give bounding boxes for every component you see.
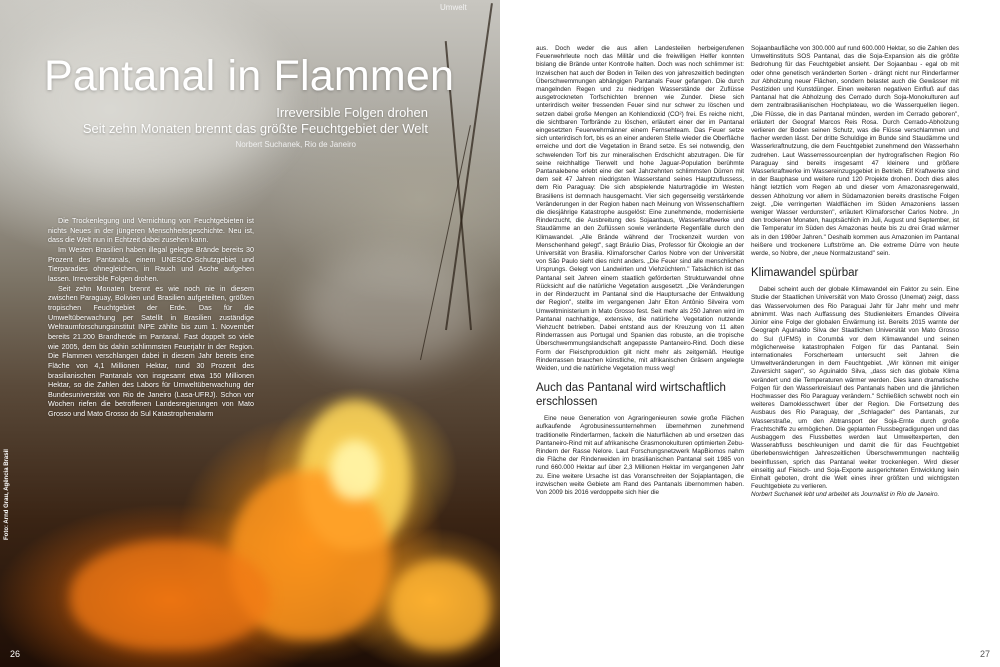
- body-paragraph: Dabei scheint auch der globale Klimawandel ein Faktor zu sein. Eine Studie der Staatlichen Universität von Mato Grosso (Unemat) zeigt, dass das Wasservolumen des Rio Paraguai Jahr für Jahr mehr und mehr abnimmt. Was nach Auffassung des Studienleiters Ernandes Oliveira Júnior eine Folge der globalen Erwärmung ist. Bereits 2015 warnte der Geograph Aguinaldo Silva der Staatlichen Universität von Mato Grosso do Sul (UFMS) in Corumbá vor dem Klimawandel und seinen möglicherweise katastrophalen Folgen für das Pantanal. Sein internationales Forscherteam untersucht seit Jahren die Umweltveränderungen in dem Feuchtgebiet. „Wir können mit einiger Zuversicht sagen", so Aguinaldo Silva, „dass sich das globale Klima verändert und die Temperaturen wärmer werden. Dies kann dramatische Folgen für den Wasserkreislauf des Pantanals haben und die jährlichen Hochwasser des Rio Paraguay verändern." Schließlich schwebt noch ein weiteres Damoklesschwert über der Region. Die Fortsetzung des Ausbaus des Rio Paraguay, der „Schlagader" des Pantanals, zur Wasserstraße, um den Abtransport der Soja-Ernte durch große Frachtschiffe zu ermöglichen. Die geplanten Flussbegradigungen und das Ausbaggern des Flussbettes werden laut Umweltexperten, den Wasserabfluss beschleunigen und damit die für das Feuchtgebiet überlebenswichtigen Jahreszeitlichen Überschwemmungen nachteilig beeinflussen, sprich das Pantanal weiter trockenlegen. Wird dieser einseitig auf Fleisch- und Soja-Exporte ausgerichteten Entwicklung kein Einhalt geboten, droht die Welt eines ihrer größten und wichtigsten Feuchtgebiete zu verlieren.: [751, 286, 959, 491]
- intro-paragraph: Seit zehn Monaten brennt es wie noch nie in diesem zwischen Paraguay, Bolivien und Brasilien aufgeteilten, größten tropischen Feuchtgebiet der Erde. Das für die Umweltüberwachung per Satellit in Brasilien zuständige Weltraumforschungsinstitut INPE zählte bis zum 1. November bereits 21.200 Brandherde im Pantanal. Fast doppelt so viele wie 2005, dem bis dahin schlimmsten Feuerjahr in der Region. Die Flammen verschlangen dabei in diesem Jahr bereits eine Fläche von 4,1 Millionen Hektar, rund 30 Prozent des brasilianischen Pantanals von insgesamt etwa 150 Millionen Hektar, so die Zahlen des Labors für Umweltüberwachung der Bundesuniversität von Rio de Janeiro (Lasa-UFRJ). Schon vor Wochen riefen die betroffenen Landesregierungen von Mato Grosso und Mato Grosso do Sul Katastrophenalarm: [48, 283, 254, 419]
- subtitle-line-2: Seit zehn Monaten brennt das größte Feuchtgebiet der Welt: [82, 121, 428, 136]
- page-number-left: 26: [10, 649, 21, 659]
- text-column-2: [751, 45, 959, 500]
- subheading-klimawandel: Klimawandel spürbar: [751, 267, 859, 280]
- intro-paragraph: Im Westen Brasilien haben illegal gelegte Brände bereits 30 Prozent des Pantanals, einem UNESCO-Schutzgebiet und Tierparadies ohnegleichen, in Rauch und Asche aufgehen lassen. Irreversible Folgen drohen.: [48, 244, 254, 283]
- article-title: Pantanal in Flammen: [44, 52, 455, 100]
- text-column-1: [536, 45, 744, 497]
- flame: [330, 440, 380, 500]
- section-label: Umwelt: [440, 3, 467, 12]
- page-number-right: 27: [979, 649, 990, 659]
- flame: [390, 560, 490, 650]
- right-page: [500, 0, 1000, 667]
- author-note: Norbert Suchanek lebt und arbeitet als Journalist in Rio de Janeiro.: [751, 491, 940, 499]
- body-paragraph: Sojaanbaufläche von 300.000 auf rund 600.000 Hektar, so die Zahlen des Umweltinstituts SOS Pantanal, das die Soja-Expansion als die größte Bedrohung für das Feuchtgebiet ansieht. Der Sojaanbau - egal ob mit oder ohne genetisch veränderten Sorten - drängt nicht nur Rinderfarmer zur Abholzung neuer Flächen, sondern belastet auch die Gewässer mit Pestiziden und Kunstdünger. Einen weiteren negativen Einfluß auf das Pantanal hat die Abholzung des Cerrado durch Soja-Monokulturen auf dem zentralbrasilianischen Hochplateau, wo die Wasserquellen liegen. „Die Flüsse, die in das Pantanal münden, werden im Cerrado geboren", erläutert der Geograf Marcos Reis Rosa. Durch Cerrado-Abholzung verlieren der Boden seinen Schutz, was die Flüsse verschlammen und flacher werden lässt. Der dritte Schuldige im Bunde sind Staudämme und Wasserkraftnutzung, die dem Feuchtgebiet zunehmend den Wasserhahn zudrehen. Laut Wasserressourcenplan der hydrografischen Region Rio Paraguay sind bereits insgesamt 47 kleinere und größere Wasserkraftwerke im Wassereinzugsgebiet in Betrieb. Elf Kraftwerke sind in der Bauphase und weitere rund 120 Projekte drohen. Doch dies alles hängt letztlich vom Regen ab und dieser vom Amazonasregenwald, dessen Abholzung vor allem in Südamazonien bereits drastische Folgen zeigt. „Die verringerten Waldflächen im Süden Amazoniens lassen weniger Wasser verdunsten", erläutert Klimaforscher Carlos Nobre. „In den trockenen Monaten, hauptsächlich im Juli, August und September, ist die Temperatur im Süden des Amazonas heute bis zu drei Grad wärmer als in den 1980er Jahren." Deshalb kommen aus Amazonien im Pantanal heißere und trockenere Luftströme an. Die extreme Dürre von heute werde, so Nobre, der „neue Normalzustand" sein.: [751, 45, 959, 258]
- byline: Norbert Suchanek, Rio de Janeiro: [235, 140, 356, 149]
- flame: [70, 540, 270, 650]
- body-paragraph: aus. Doch weder die aus allen Landesteilen herbeigerufenen Feuerwehrleute noch das Militär und die freiwilligen Helfer konnten bislang die Brände unter Kontrolle halten. Doch was noch schlimmer ist: Inzwischen hat auch der Boden in Teilen des von jahreszeitlich bedingten Überschwemmungen abhängigen Pantanals Feuer gefangen. Die durch mangelnden Regen und zu niedrigen Wasserstände der Zuflüsse ausgetrockneten Torfschichten brennen wie Zunder. Diese sich unterirdisch weiter fressenden Feuer sind nur schwer zu löschen und setzen dabei große Mengen an Kohlendioxid (CO²) frei. Es reiche nicht, die sichtbaren Torfbrände zu löschen, erläutert einer der im Pantanal eingesetzten Feuerwehrmänner einem Fernsehteam. Das Feuer setze sich unterirdisch fort, bis es an einer anderen Stelle wieder die Oberfläche erreiche und dort die Vegetation in Brand setze. Es sei notwendig, den schwelenden Torf bis zur mineralischen Erdschicht abzutragen. Die für seine reichhaltige Tierwelt und hohe Jaguar-Population berühmte Pantanalebene erlebt eine der seit Jahrzehnten schlimmsten Dürren mit dem seit 47 Jahren niedrigsten Wasserstand seines Hauptzuflussess, dem Rio Paraguay: Die sich abspielende Naturtragödie im Westen Brasiliens ist demnach hausgemacht. Vier sich gegenseitig verstärkende Veränderungen in der Region haben nach Meinung von Wissenschaftlern die diesjährige Katastrophe ausgelöst: Eine zunehmende, modernisierte Rinderzucht, die Ausbreitung des Sojaanbaus, Wasserkraftwerke und Staudämme an den Zuflüssen sowie veränderte Regenfälle durch den Klimawandel. „Alle Brände während der Trockenzeit wurden von Menschenhand gelegt", sagt Bráulio Dias, Professor für Ökologie an der Universität von Brasilia. Klimaforscher Carlos Nobre von der Universität von São Paulo sieht dies nicht anders. „Die Feuer sind alle menschlichen Ursprungs. Gelegt von Landwirten und Viehzüchtern." Tatsächlich ist das Pantanal seit Jahren einem staatlich geförderten Strukturwandel ohne Rücksicht auf die natürliche Vegetation ausgesetzt. „Die Veränderungen in der Rinderzucht im Pantanal sind die Hauptursache der Entwaldung der Region", stellte im vergangenen Jahr Elton Antônio Silveira vom Umweltministerium in Mato Grosso fest. Seit mehr als 250 Jahren wird im Pantanal nachhaltige, extensive, die natürliche Vegetation nutzende Viehzucht betrieben. Dabei entstand aus der Kreuzung von 11 alten Rinderrassen aus Portugal und Spanien das robuste, an die tropische Überschwemmungslandschaft angepasste Pantaneiro-Rind. Doch diese Form der Fleischproduktion gilt nicht mehr als zeitgemäß. Heutige Rinderrassen brauchen künstliche, mit afrikanischen Gräsern angelegte Weiden, und die natürliche Vegetation muss weg!: [536, 45, 744, 372]
- body-paragraph: Eine neue Generation von Agraringenieuren sowie große Flächen aufkaufende Agrobusinessunternehmen übernehmen zunehmend traditionelle Rinderfarmen, fackeln die Naturflächen ab und ersetzen das Pantaneiro-Rind mit auf afrikanische Grasmonokulturen optimierten Zebu-Rindern der Rasse Nelore. Laut Forschungsnetzwerk MapBiomos nahm die Fläche der Rinderweiden im brasilianischen Pantanal seit 1985 von rund 660.000 Hektar auf über 2,3 Millionen Hektar im vergangenen Jahr zu. Eine weitere Ursache ist das Voranschreiten der Sojaplantagen, die inzwischen weite Gebiete am Rand des Pantanals übernommen haben. Von 2009 bis 2016 verdoppelte sich hier die: [536, 415, 744, 496]
- subtitle-line-1: Irreversible Folgen drohen: [276, 105, 428, 120]
- subheading-pantanal-erschlossen: Auch das Pantanal wird wirtschaftlich erschlossen: [536, 382, 726, 409]
- intro-paragraph: Die Trockenlegung und Vernichtung von Feuchtgebieten ist nichts Neues in der jüngeren Menschheitsgeschichte. Neu ist, dass die Welt nun in Echtzeit dabei zusehen kann.: [48, 216, 254, 245]
- intro-text: [48, 216, 254, 419]
- photo-credit: Foto: Arnd Grau, Agência Brasil: [4, 449, 10, 540]
